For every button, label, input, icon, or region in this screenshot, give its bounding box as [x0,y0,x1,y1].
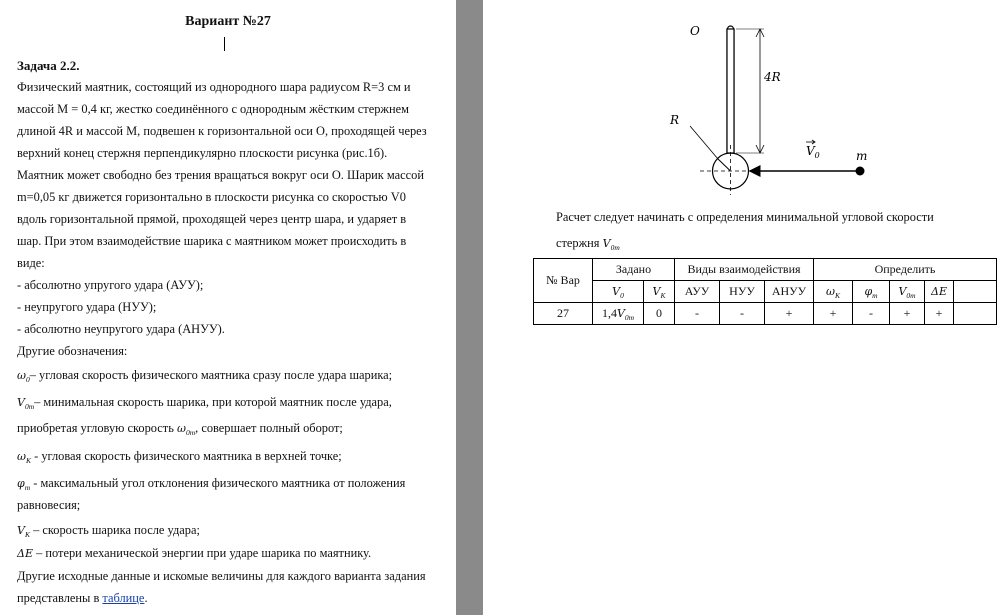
task-table [533,258,997,325]
paragraph-line: m=0,05 кг движется горизонтально в плоскости рисунка со скоростью V0 [17,190,406,204]
cell-phi-m: - [853,303,890,325]
definition-v0m: $V_{0m}-$ минимальная скорость шарика, при которой маятник после удара, [17,395,392,411]
header-v0: $V_0$ [593,281,644,303]
cell-nuu: - [720,303,765,325]
definition-v0m-continued: приобретая угловую скорость $\omega_{0m}$, совершает полный оборот; [17,421,343,437]
variant-title: Вариант №27 [185,14,271,29]
header-v0m: $V_{0m}$ [890,281,925,303]
paragraph-line: Физический маятник, состоящий из однородного шара радиусом R=3 см и [17,80,411,94]
paragraph-line: - абсолютно упругого удара (АУУ); [17,278,204,292]
text-cursor [224,37,225,51]
definition-omegaK: $\omega_K$ - угловая скорость физического маятника в верхней точке; [17,449,342,465]
small-ball-m [856,167,865,176]
paragraph-line: Другие обозначения: [17,344,128,358]
header-variant: № Вар [534,259,593,303]
definition-vK: $V_K$ – скорость шарика после удара; [17,523,200,539]
definition-phim: $\varphi_m$ - максимальный угол отклонения физического маятника от положения [17,476,406,492]
label-4r: 4R [764,70,781,84]
paragraph-line: верхний конец стержня перпендикулярно плоскости рисунка (рис.1б). [17,146,388,160]
instruction-line-1: Расчет следует начинать с определения минимальной угловой скорости [556,210,934,224]
instruction-line-2: стержня $V_{0m}$ [556,236,620,252]
label-v0: $V_0$ [806,144,820,160]
header-nuu: НУУ [720,281,765,303]
cell-var: 27 [534,303,593,325]
paragraph-line: Маятник может свободно без трения вращаться вокруг оси О. Шарик массой [17,168,424,182]
header-given: Задано [593,259,675,281]
label-m: m [856,149,868,163]
header-interaction-types: Виды взаимодействия [675,259,814,281]
table-row [534,303,997,325]
paragraph-line: длиной 4R и массой М, подвешен к горизонтальной оси О, проходящей через [17,124,427,138]
cell-v0m: + [890,303,925,325]
pendulum-figure [660,15,880,195]
table-link[interactable]: таблице [102,591,145,605]
paragraph-line: виде: [17,256,45,270]
header-auu: АУУ [675,281,720,303]
paragraph-line: - неупругого удара (НУУ); [17,300,157,314]
cell-anuu: + [765,303,814,325]
cell-delta-e: + [925,303,954,325]
task-title: Задача 2.2. [17,58,80,73]
paragraph-line: шар. При этом взаимодействие шарика с маятником может происходить в [17,234,407,248]
header-delta-e: ΔE [925,281,954,303]
page-gutter [456,0,483,615]
header-omega-k: $\omega_K$ [814,281,853,303]
definition-dE: ΔE – потери механической энергии при ударе шарика по маятнику. [17,546,372,560]
label-o: O [690,24,700,38]
header-find: Определить [814,259,997,281]
header-anuu: АНУУ [765,281,814,303]
paragraph-line: - абсолютно неупругого удара (АНУУ). [17,322,225,336]
header-phi-m: $\varphi_m$ [853,281,890,303]
cell-vk: 0 [644,303,675,325]
paragraph-line: вдоль горизонтальной прямой, проходящей через центр шара, и ударяет в [17,212,407,226]
header-vk: $V_K$ [644,281,675,303]
label-r: R [670,113,680,127]
definition-omega0: $\omega_0-$ угловая скорость физического маятника сразу после удара шарика; [17,368,393,384]
paragraph-line: массой М = 0,4 кг, жестко соединённого с однородным жёстким стержнем [17,102,409,116]
closing-line: Другие исходные данные и искомые величины для каждого варианта задания [17,569,426,583]
cell-omega-k: + [814,303,853,325]
cell-auu: - [675,303,720,325]
cell-v0: $1,4V_{0m}$ [593,303,644,325]
definition-phim-continued: равновесия; [17,498,81,512]
closing-line-2: представлены в таблице. [17,591,148,605]
